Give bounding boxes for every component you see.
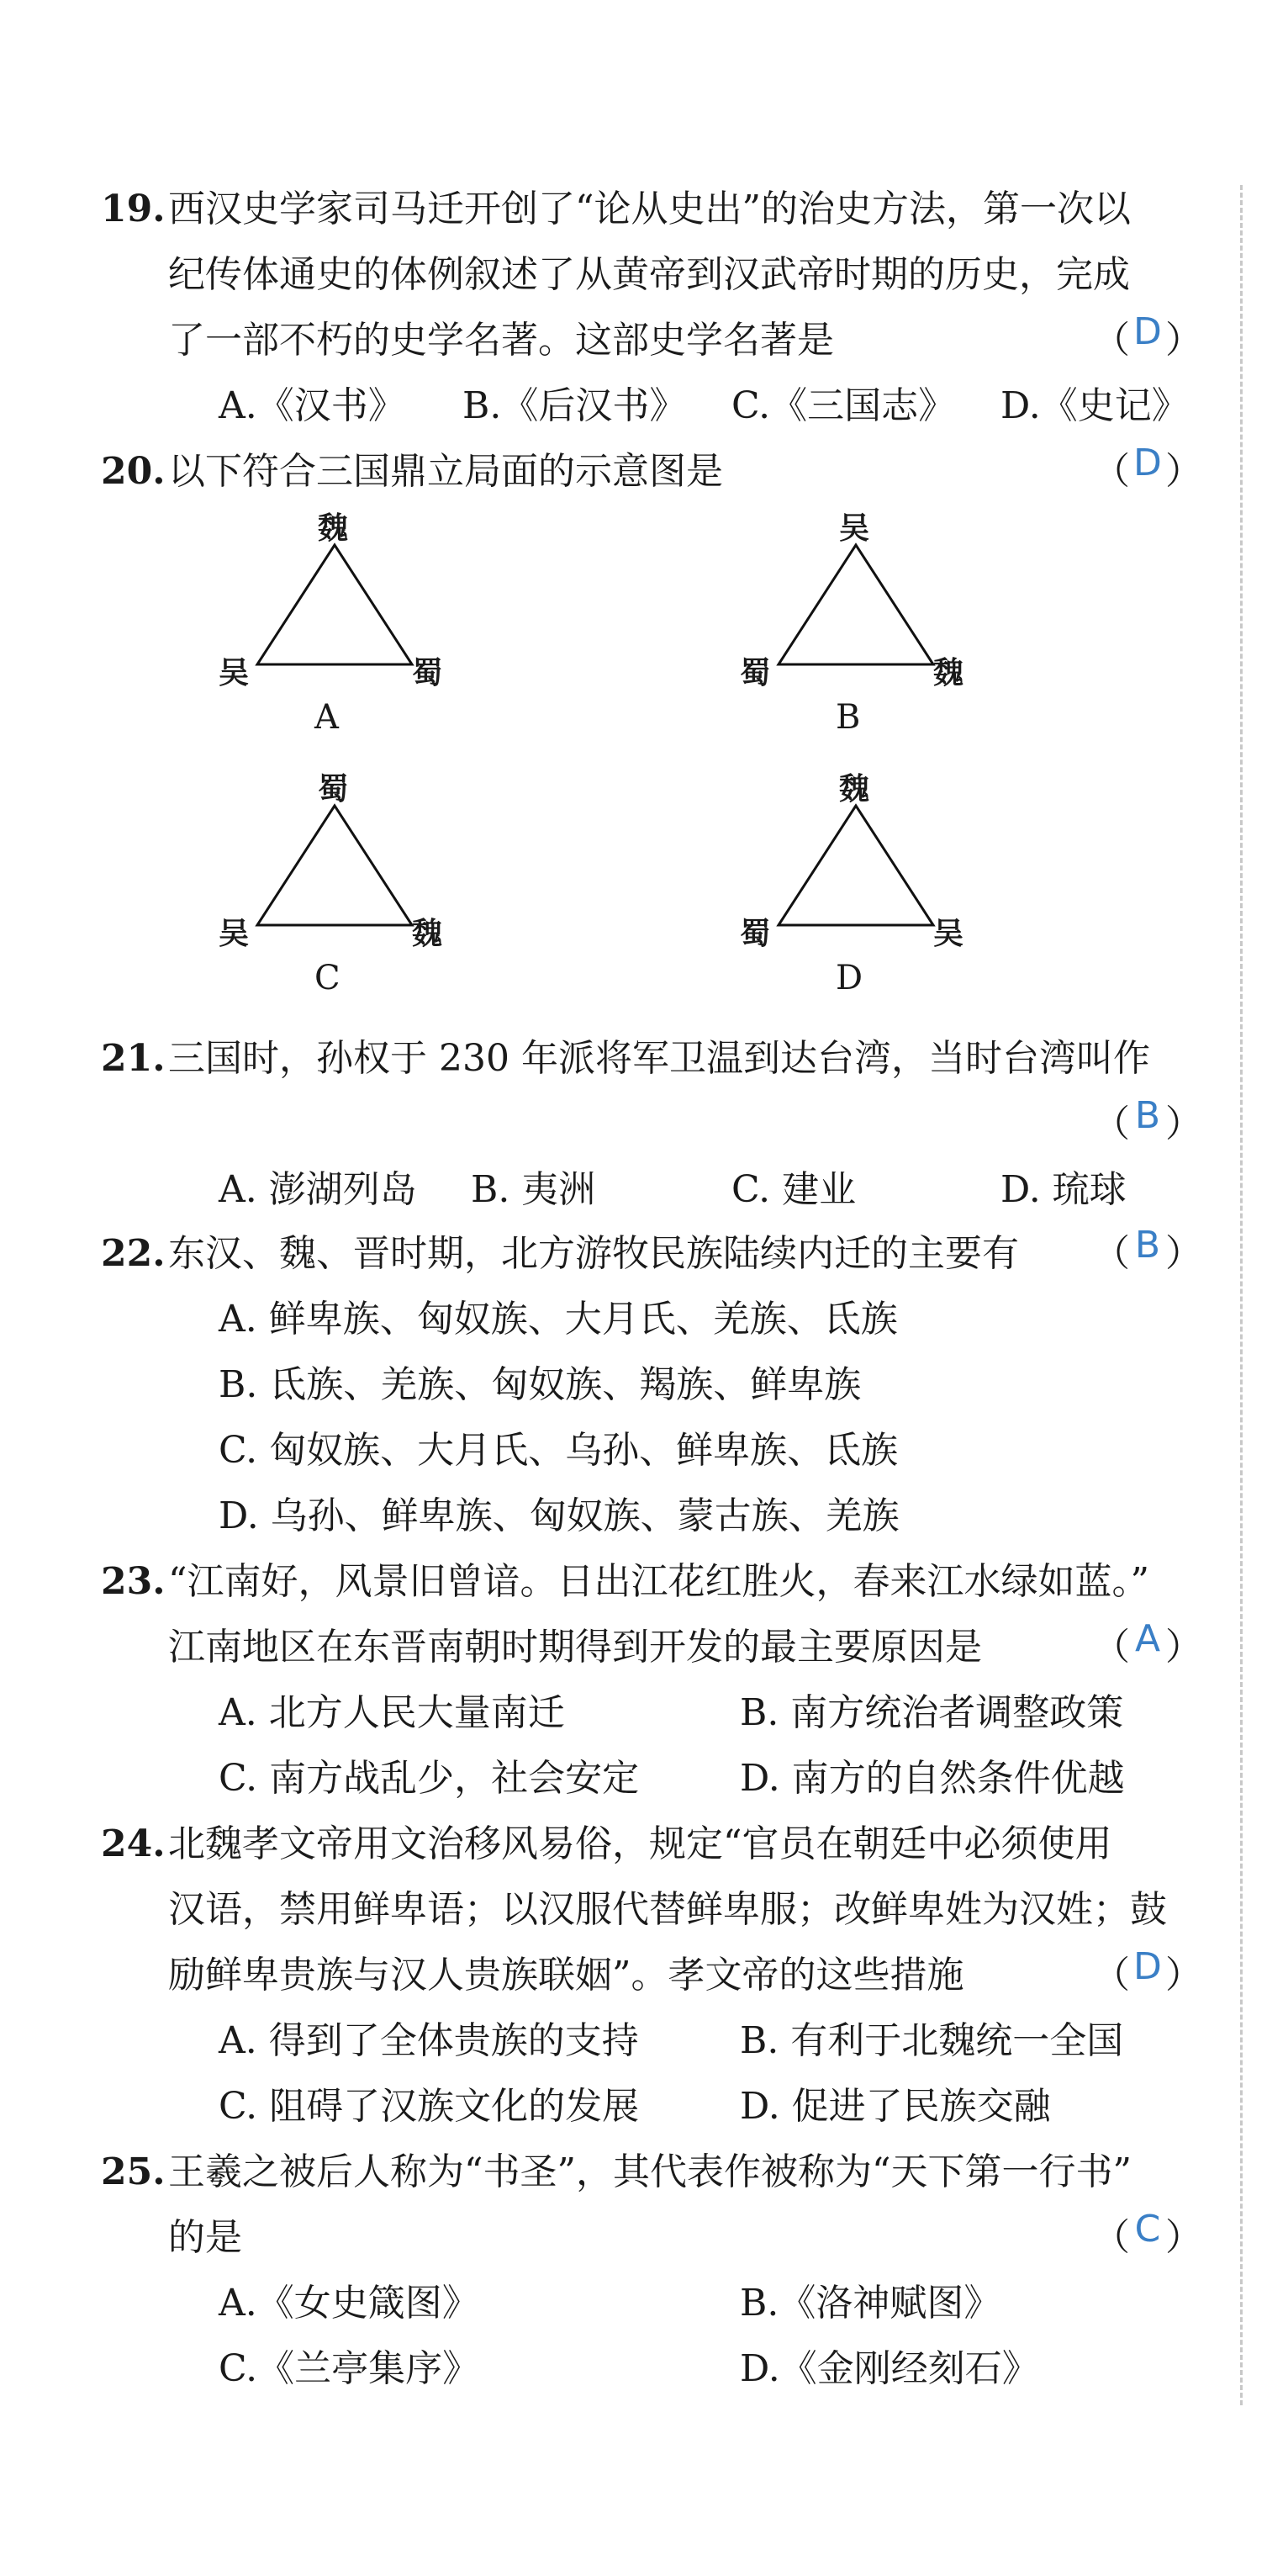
option-c: C. 匈奴族、大月氏、乌孙、鲜卑族、氐族 (219, 1429, 899, 1472)
question-text: 东汉、魏、晋时期，北方游牧民族陆续内迁的主要有 (168, 1232, 1019, 1275)
option-d: D. 乌孙、鲜卑族、匈奴族、蒙古族、羌族 (219, 1494, 900, 1537)
question-text: 三国时，孙权于 230 年派将军卫温到达台湾，当时台湾叫作 (168, 1037, 1150, 1080)
question-text-line: 西汉史学家司马迁开创了“论从史出”的治史方法，第一次以 (168, 188, 1131, 230)
answer-mark: B (1134, 1224, 1161, 1267)
question-21 (101, 1026, 1219, 1223)
diagram-d (731, 765, 984, 1018)
option-d: D. 促进了民族交融 (740, 2085, 1051, 2128)
answer-bracket: （ B ） (1093, 1094, 1202, 1145)
diagram-top-label: 魏 (839, 771, 870, 807)
answer-bracket: （ D ） (1093, 1945, 1202, 1997)
question-text-line: 江南地区在东晋南朝时期得到开发的最主要原因是 (168, 1626, 982, 1669)
question-text-line: 北魏孝文帝用文治移风易俗，规定“官员在朝廷中必须使用 (168, 1822, 1112, 1865)
question-number: 20. (101, 450, 166, 493)
answer-mark: C (1134, 2208, 1161, 2251)
question-25 (101, 2140, 1219, 2402)
question-number: 24. (101, 1822, 166, 1865)
question-text-line: 了一部不朽的史学名著。这部史学名著是 (168, 319, 834, 362)
option-c: C. 南方战乱少，社会安定 (219, 1757, 640, 1800)
option-c: C. 阻碍了汉族文化的发展 (219, 2085, 640, 2128)
diagram-letter: B (836, 698, 861, 737)
option-d: D. 琉球 (1000, 1168, 1127, 1211)
question-text-line: 纪传体通史的体例叙述了从黄帝到汉武帝时期的历史，完成 (168, 253, 1130, 296)
diagram-c (210, 765, 462, 1018)
answer-bracket: （ C ） (1093, 2208, 1202, 2259)
answer-mark: D (1133, 1945, 1162, 1988)
page-dashed-edge (1240, 185, 1243, 2405)
option-d: D.《史记》 (1000, 384, 1189, 427)
question-text: 以下符合三国鼎立局面的示意图是 (168, 450, 723, 493)
diagram-top-label: 吴 (839, 510, 870, 546)
option-d: D. 南方的自然条件优越 (740, 1757, 1125, 1800)
question-number: 21. (101, 1037, 166, 1080)
diagram-right-label: 蜀 (412, 655, 443, 690)
question-number: 22. (101, 1232, 166, 1275)
answer-mark: B (1134, 1094, 1161, 1137)
answer-mark: A (1134, 1617, 1161, 1660)
answer-bracket: （ A ） (1093, 1617, 1202, 1669)
diagram-left-label: 蜀 (740, 916, 771, 951)
option-c: C. 建业 (731, 1168, 857, 1211)
question-text-line: “江南好，风景旧曾谙。日出江花红胜火，春来江水绿如蓝。” (168, 1560, 1149, 1603)
option-a: A. 澎湖列岛 (219, 1168, 417, 1211)
option-b: B. 南方统治者调整政策 (740, 1691, 1124, 1734)
option-b: B.《后汉书》 (462, 384, 687, 427)
option-b: B. 氐族、羌族、匈奴族、羯族、鲜卑族 (219, 1363, 862, 1406)
question-number: 19. (101, 188, 166, 230)
question-24 (101, 1812, 1219, 2140)
question-23 (101, 1549, 1219, 1812)
diagram-right-label: 吴 (933, 916, 964, 951)
answer-bracket: （ D ） (1093, 310, 1202, 362)
answer-mark: D (1133, 310, 1162, 353)
diagram-right-label: 魏 (933, 655, 964, 690)
diagram-left-label: 蜀 (740, 655, 771, 690)
option-b: B. 夷洲 (471, 1168, 596, 1211)
diagram-top-label: 魏 (318, 510, 349, 546)
diagram-left-label: 吴 (219, 655, 250, 690)
option-b: B.《洛神赋图》 (740, 2282, 1001, 2325)
diagram-letter: D (836, 959, 863, 997)
option-d: D.《金刚经刻石》 (740, 2347, 1039, 2390)
question-20 (101, 439, 1219, 505)
option-a: A. 北方人民大量南迁 (219, 1691, 565, 1734)
diagram-b (731, 505, 984, 757)
diagram-right-label: 魏 (412, 916, 443, 951)
option-a: A.《女史箴图》 (219, 2282, 479, 2325)
diagram-top-label: 蜀 (318, 771, 349, 807)
answer-bracket: （ D ） (1093, 442, 1202, 493)
diagram-letter: A (314, 698, 339, 737)
option-a: A. 得到了全体贵族的支持 (219, 2019, 639, 2062)
question-text-line: 汉语，禁用鲜卑语；以汉服代替鲜卑服；改鲜卑姓为汉姓；鼓 (168, 1888, 1167, 1931)
diagram-a (210, 505, 462, 757)
question-text-line: 励鲜卑贵族与汉人贵族联姻”。孝文帝的这些措施 (168, 1954, 964, 1997)
question-number: 25. (101, 2150, 166, 2193)
diagram-letter: C (314, 959, 341, 997)
option-a: A. 鲜卑族、匈奴族、大月氏、羌族、氐族 (219, 1298, 898, 1341)
answer-mark: D (1133, 442, 1162, 484)
diagram-left-label: 吴 (219, 916, 250, 951)
question-text-line: 王羲之被后人称为“书圣”，其代表作被称为“天下第一行书” (168, 2150, 1132, 2193)
answer-bracket: （ B ） (1093, 1224, 1202, 1275)
option-c: C.《兰亭集序》 (219, 2347, 480, 2390)
question-22 (101, 1221, 1219, 1549)
question-number: 23. (101, 1560, 166, 1603)
question-19 (101, 177, 1219, 439)
option-c: C.《三国志》 (731, 384, 956, 427)
option-b: B. 有利于北魏统一全国 (740, 2019, 1124, 2062)
question-text-line: 的是 (168, 2216, 242, 2259)
option-a: A.《汉书》 (219, 384, 405, 427)
